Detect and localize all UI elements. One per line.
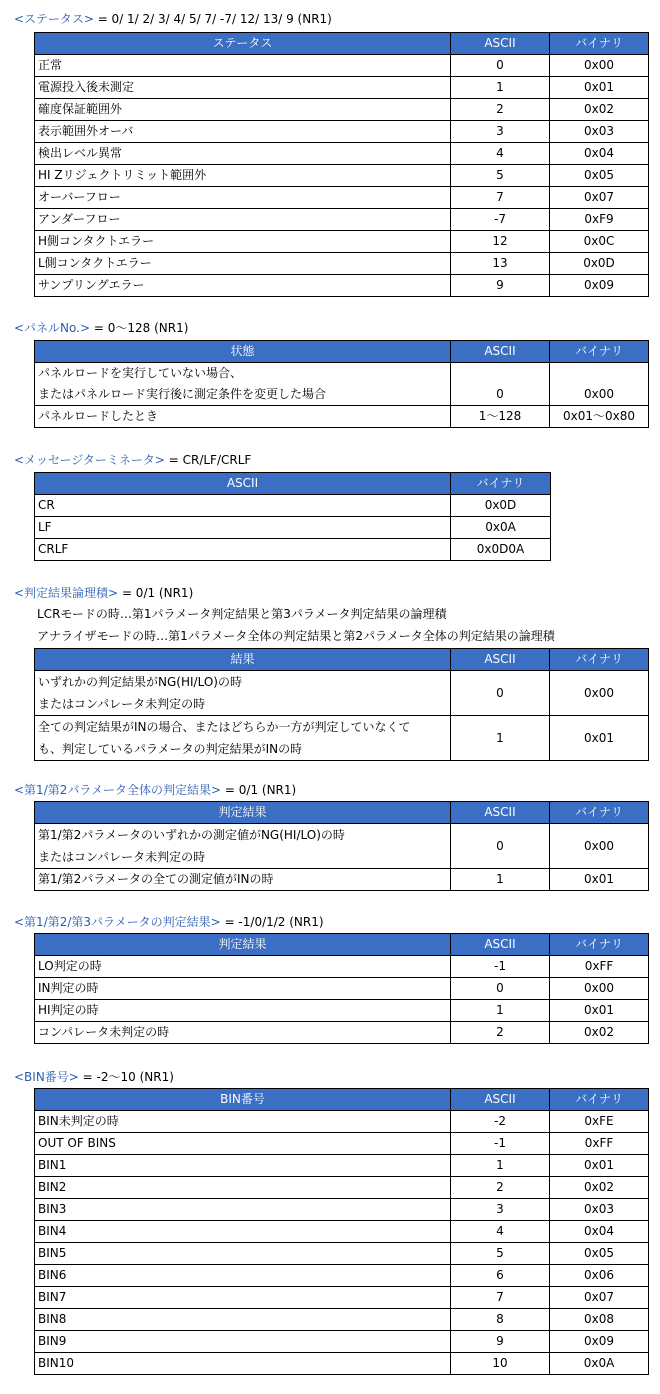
status-name: サンプリングエラー [35,275,451,297]
binary-value: 0x01 [550,1000,649,1022]
bin-name: BIN1 [35,1155,451,1177]
overall12-section-title [14,782,296,798]
binary-value: 0x01 [550,77,649,99]
logical-title-label: <判定結果論理積> [14,586,119,600]
overall12-title-label: <第1/第2パラメータ全体の判定結果> [14,783,222,797]
ascii-value: 2 [451,1177,550,1199]
judge-name: LO判定の時 [35,956,451,978]
bin-table [34,1088,649,1375]
binary-value: 0xFE [550,1111,649,1133]
ascii-value: 7 [451,187,550,209]
overall12-result [35,824,451,869]
status-title-value: = 0/ 1/ 2/ 3/ 4/ 5/ 7/ -7/ 12/ 13/ 9 (NR1) [93,12,332,26]
table-row [35,716,649,761]
logical-note-analyzer: アナライザモードの時…第1パラメータ全体の判定結果と第2パラメータ全体の判定結果の論理積 [37,629,555,643]
ascii-value: 3 [451,121,550,143]
table-row [35,539,551,561]
binary-value: 0x05 [550,1243,649,1265]
logical-result-line1: いずれかの判定結果がNG(HI/LO)の時 [38,675,242,689]
logical-table [34,648,649,761]
logical-section-title [14,585,193,601]
overall12-table [34,801,649,891]
status-section-title [14,11,332,27]
table-row [35,1353,649,1375]
header-cell: ASCII [35,473,451,495]
binary-value: 0x07 [550,187,649,209]
ascii-value: CRLF [35,539,451,561]
binary-value: 0x04 [550,1221,649,1243]
panel-table [34,340,649,428]
ascii-value: 0 [451,671,550,716]
table-row [35,1221,649,1243]
binary-value: 0x01 [550,1155,649,1177]
binary-value: 0x02 [550,1177,649,1199]
terminator-title-value: = CR/LF/CRLF [164,453,252,467]
table-header-row [35,649,649,671]
status-name: 電源投入後未測定 [35,77,451,99]
panel-state [35,363,451,406]
table-row [35,1177,649,1199]
binary-value: 0x0D [550,253,649,275]
binary-value: 0x06 [550,1265,649,1287]
ascii-value: 9 [451,1331,550,1353]
table-row [35,253,649,275]
table-row [35,187,649,209]
terminator-section-title [14,452,251,468]
table-row [35,99,649,121]
judge123-table [34,933,649,1044]
judge-name: IN判定の時 [35,978,451,1000]
table-row [35,1265,649,1287]
panel-section-title [14,320,188,336]
table-row [35,1000,649,1022]
bin-name: BIN7 [35,1287,451,1309]
logical-note-lcr: LCRモードの時…第1パラメータ判定結果と第3パラメータ判定結果の論理積 [37,607,447,621]
bin-name: BIN4 [35,1221,451,1243]
binary-value: 0x09 [550,275,649,297]
status-name: 確度保証範囲外 [35,99,451,121]
table-row [35,1155,649,1177]
header-cell: ASCII [451,341,550,363]
terminator-table [34,472,551,561]
judge123-section-title [14,914,324,930]
status-name: 検出レベル異常 [35,143,451,165]
ascii-value: 4 [451,1221,550,1243]
table-row [35,978,649,1000]
ascii-value: 10 [451,1353,550,1375]
table-row [35,275,649,297]
header-cell: ASCII [451,934,550,956]
logical-result-line1: 全ての判定結果がINの場合、またはどちらか一方が判定していなくて [38,720,411,734]
ascii-value: 1～128 [451,406,550,428]
bin-section-title [14,1069,174,1085]
table-row [35,1243,649,1265]
header-cell: バイナリ [550,649,649,671]
header-cell: バイナリ [550,1089,649,1111]
panel-state-line1: パネルロードを実行していない場合、 [38,366,243,380]
status-table [34,32,649,297]
table-header-row [35,473,551,495]
binary-value: 0x07 [550,1287,649,1309]
status-name: L側コンタクトエラー [35,253,451,275]
logical-result [35,716,451,761]
table-row [35,495,551,517]
table-row [35,517,551,539]
status-name: オーバーフロー [35,187,451,209]
binary-value: 0x0A [451,517,551,539]
bin-name: BIN2 [35,1177,451,1199]
header-cell: バイナリ [550,341,649,363]
binary-value: 0xFF [550,1133,649,1155]
judge-name: HI判定の時 [35,1000,451,1022]
header-cell: バイナリ [550,802,649,824]
header-cell: 判定結果 [35,934,451,956]
bin-title-label: <BIN番号> [14,1070,79,1084]
overall12-result-line1: 第1/第2パラメータのいずれかの測定値がNG(HI/LO)の時 [38,828,345,842]
table-header-row [35,1089,649,1111]
ascii-value: -1 [451,956,550,978]
table-row [35,1287,649,1309]
ascii-value: CR [35,495,451,517]
binary-value: 0x00 [550,55,649,77]
table-row [35,363,649,406]
table-row [35,1111,649,1133]
ascii-value: 6 [451,1265,550,1287]
binary-value: 0x0C [550,231,649,253]
header-cell: バイナリ [550,33,649,55]
bin-name: BIN5 [35,1243,451,1265]
table-row [35,671,649,716]
table-row [35,121,649,143]
judge-name: コンパレータ未判定の時 [35,1022,451,1044]
header-cell: バイナリ [550,934,649,956]
table-row [35,869,649,891]
bin-title-value: = -2～10 (NR1) [78,1070,174,1084]
table-row [35,824,649,869]
bin-name: OUT OF BINS [35,1133,451,1155]
ascii-value: 0 [451,824,550,869]
table-row [35,956,649,978]
overall12-result-line2: またはコンパレータ未判定の時 [38,850,206,864]
judge123-title-label: <第1/第2/第3パラメータの判定結果> [14,915,221,929]
table-row [35,1133,649,1155]
binary-value: 0x04 [550,143,649,165]
table-row [35,1199,649,1221]
ascii-value: -2 [451,1111,550,1133]
binary-value: 0x0D0A [451,539,551,561]
bin-name: BIN6 [35,1265,451,1287]
status-name: アンダーフロー [35,209,451,231]
header-cell: バイナリ [451,473,551,495]
header-cell: ASCII [451,802,550,824]
binary-value: 0x01 [550,869,649,891]
logical-title-value: = 0/1 (NR1) [118,586,194,600]
ascii-value: 0 [451,363,550,406]
header-cell: ASCII [451,33,550,55]
binary-value: 0x00 [550,978,649,1000]
table-row [35,231,649,253]
table-row [35,77,649,99]
binary-value: 0x05 [550,165,649,187]
ascii-value: 0 [451,55,550,77]
binary-value: 0x02 [550,1022,649,1044]
table-row [35,1331,649,1353]
ascii-value: 4 [451,143,550,165]
table-row [35,209,649,231]
ascii-value: 2 [451,1022,550,1044]
table-row [35,165,649,187]
bin-name: BIN10 [35,1353,451,1375]
panel-state-line2: またはパネルロード実行後に測定条件を変更した場合 [38,387,327,401]
table-header-row [35,934,649,956]
logical-result [35,671,451,716]
ascii-value: 2 [451,99,550,121]
ascii-value: 1 [451,1000,550,1022]
panel-title-label: <パネルNo.> [14,321,91,335]
ascii-value: 1 [451,1155,550,1177]
ascii-value: 1 [451,716,550,761]
overall12-title-value: = 0/1 (NR1) [221,783,297,797]
ascii-value: 13 [451,253,550,275]
bin-name: BIN3 [35,1199,451,1221]
header-cell: 状態 [35,341,451,363]
binary-value: 0x09 [550,1331,649,1353]
binary-value: 0x00 [550,824,649,869]
header-cell: ASCII [451,649,550,671]
header-cell: BIN番号 [35,1089,451,1111]
ascii-value: -7 [451,209,550,231]
table-row [35,1022,649,1044]
table-header-row [35,33,649,55]
ascii-value: 3 [451,1199,550,1221]
table-header-row [35,802,649,824]
header-cell: 判定結果 [35,802,451,824]
status-name: 表示範囲外オーバ [35,121,451,143]
ascii-value: LF [35,517,451,539]
logical-result-line2: またはコンパレータ未判定の時 [38,697,206,711]
judge123-title-value: = -1/0/1/2 (NR1) [220,915,324,929]
ascii-value: 12 [451,231,550,253]
ascii-value: -1 [451,1133,550,1155]
binary-value: 0x01～0x80 [550,406,649,428]
binary-value: 0xF9 [550,209,649,231]
bin-name: BIN9 [35,1331,451,1353]
status-title-label: <ステータス> [14,12,94,26]
binary-value: 0x00 [550,671,649,716]
table-header-row [35,341,649,363]
ascii-value: 7 [451,1287,550,1309]
status-name: H側コンタクトエラー [35,231,451,253]
header-cell: ASCII [451,1089,550,1111]
logical-result-line2: も、判定しているパラメータの判定結果がINの時 [38,742,303,756]
ascii-value: 5 [451,1243,550,1265]
table-row [35,143,649,165]
binary-value: 0x03 [550,1199,649,1221]
overall12-result: 第1/第2パラメータの全ての測定値がINの時 [35,869,451,891]
ascii-value: 1 [451,869,550,891]
table-row [35,1309,649,1331]
binary-value: 0x0D [451,495,551,517]
terminator-title-label: <メッセージターミネータ> [14,453,165,467]
ascii-value: 1 [451,77,550,99]
binary-value: 0xFF [550,956,649,978]
panel-title-value: = 0～128 (NR1) [90,321,189,335]
table-row [35,406,649,428]
ascii-value: 0 [451,978,550,1000]
table-row [35,55,649,77]
panel-state: パネルロードしたとき [35,406,451,428]
status-name: 正常 [35,55,451,77]
binary-value: 0x08 [550,1309,649,1331]
binary-value: 0x02 [550,99,649,121]
bin-name: BIN未判定の時 [35,1111,451,1133]
ascii-value: 5 [451,165,550,187]
ascii-value: 9 [451,275,550,297]
binary-value: 0x03 [550,121,649,143]
header-cell: ステータス [35,33,451,55]
binary-value: 0x0A [550,1353,649,1375]
header-cell: 結果 [35,649,451,671]
bin-name: BIN8 [35,1309,451,1331]
binary-value: 0x01 [550,716,649,761]
binary-value: 0x00 [550,363,649,406]
ascii-value: 8 [451,1309,550,1331]
status-name: HI Zリジェクトリミット範囲外 [35,165,451,187]
